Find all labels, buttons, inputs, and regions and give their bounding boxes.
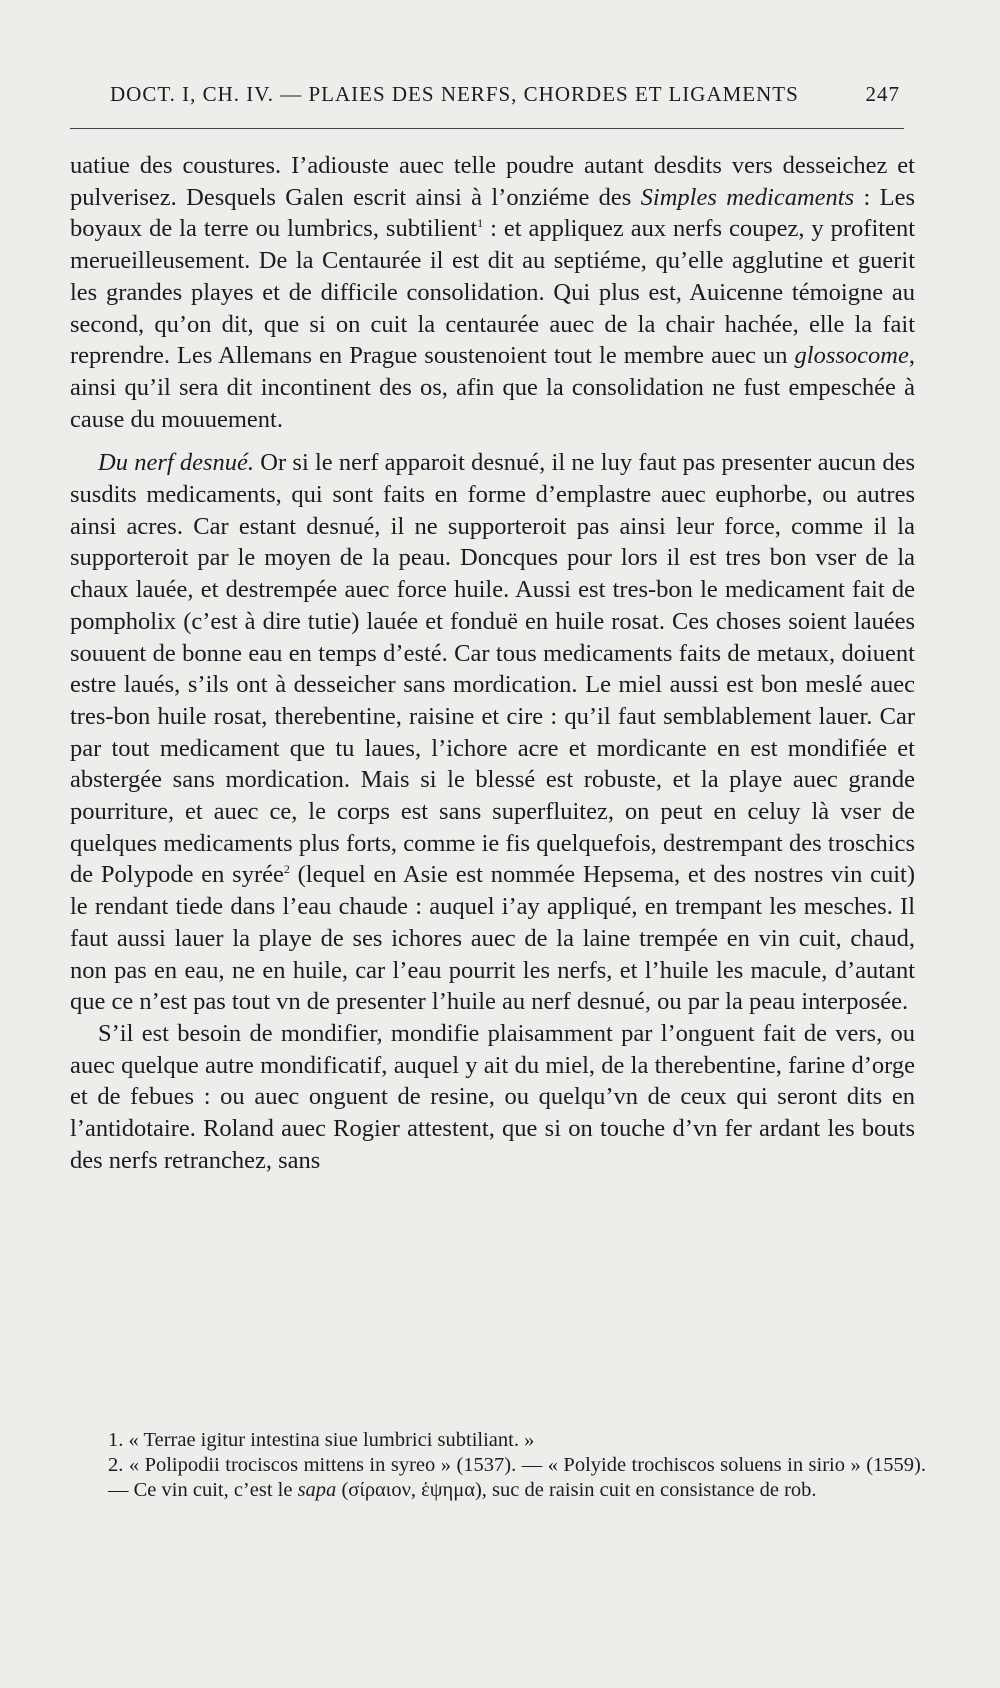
section-heading-nerf-desnue: Du nerf desnué. <box>98 449 255 477</box>
footnote-ref-1: 1 <box>477 216 484 231</box>
footnote-2-text-b: (σίραιον, ἑψημα), suc de raisin cuit en consistance de rob. <box>336 1479 817 1501</box>
running-head-title: DOCT. I, CH. IV. — PLAIES DES NERFS, CHORDES ET LIGAMENTS <box>110 82 799 106</box>
running-head <box>110 82 900 107</box>
paragraph-1 <box>70 150 915 435</box>
paragraph-1-text-b: : Les boyaux de la terre ou lumbrics, subtilient <box>70 183 916 243</box>
paragraph-1-text-c: : et appliquez aux nerfs coupez, y profitent merueilleusement. De la Centaurée il est dit au septiéme, qu’elle agglutine et guerit les grandes playes et de difficile consolidation. Qui plus est, Auicenne témoigne au second, qu’on dit, que si on cuit la centaurée auec de la chair hachée, elle la fait reprendre. Les Allemans en Prague soustenoient tout le membre auec un <box>70 215 915 370</box>
book-title-simples-medicaments: Simples medicaments <box>640 183 855 211</box>
footnotes <box>86 1428 926 1503</box>
paragraph-2 <box>70 447 915 1018</box>
term-sapa: sapa <box>297 1479 337 1501</box>
page-number: 247 <box>865 82 900 106</box>
paragraph-2-text-a: Or si le nerf apparoit desnué, il ne luy faut pas presenter aucun des susdits medicaments, qui sont faits en forme d’emplastre auec euphorbe, ou autres ainsi acres. Car estant desnué, il ne supporteroit pas ainsi leur force, comme il la supporteroit par le moyen de la peau. Doncques pour lors il est tres bon vser de la chaux lauée, et destrempée auec force huile. Aussi est tres-bon le medicament fait de pompholix (c’est à dire tutie) lauée et fonduë en huile rosat. Ces choses soient lauées souuent de bonne eau en temps d’esté. Car tous medicaments faits de metaux, doiuent estre laués, s’ils ont à desseicher sans mordication. Le miel aussi est bon meslé auec tres-bon huile rosat, therebentine, raisine et cire : qu’il faut semblablement lauer. Car par tout medicament que tu laues, l’ichore acre et mordicante en est mondifiée et abstergée sans mordication. Mais si le blessé est robuste, et la playe auec grande pourriture, et auec ce, le corps est sans superfluitez, on peut en celuy là vser de quelques medicaments plus forts, comme ie fis quelquefois, destrempant des troschics de Polypode en syrée <box>70 449 915 889</box>
footnote-2-text-a: 2. « Polipodii trociscos mittens in syreo » (1537). — « Polyide trochiscos soluens in sirio » (1559). — Ce vin cuit, c’est le <box>108 1454 926 1501</box>
paragraph-1-text-a: uatiue des coustures. I’adiouste auec telle poudre autant desdits vers desseichez et pulverisez. Desquels Galen escrit ainsi à l’onziéme des <box>70 152 915 211</box>
header-rule <box>70 128 904 129</box>
main-text <box>70 150 915 1177</box>
paragraph-2-text-b: (lequel en Asie est nommée Hepsema, et des nostres vin cuit) le rendant tiede dans l’eau chaude : auquel i’ay appliqué, en trempant les mesches. Il faut aussi lauer la playe de ses ichores auec de la laine trempée en vin cuit, chaud, non pas en eau, ne en huile, car l’eau pourrit les nerfs, et l’huile les macule, d’autant que ce n’est pas tout vn de presenter l’huile au nerf desnué, ou par la peau interposée. <box>70 861 916 1016</box>
footnote-ref-2: 2 <box>283 862 290 877</box>
footnote-2 <box>86 1453 926 1503</box>
paragraph-1-text-d: , ainsi qu’il sera dit incontinent des os, afin que la consolidation ne fust empeschée à cause du mouuement. <box>70 342 915 433</box>
footnote-1: 1. « Terrae igitur intestina siue lumbrici subtiliant. » <box>108 1429 535 1451</box>
term-glossocome: glossocome <box>794 342 909 370</box>
paragraph-3: S’il est besoin de mondifier, mondifie plaisamment par l’onguent fait de vers, ou auec quelque autre mondificatif, auquel y ait du miel, de la therebentine, farine d’orge et de febues : ou auec onguent de resine, ou quelqu’vn de ceux qui seront dits en l’antidotaire. Roland auec Rogier attestent, que si on touche d’vn fer ardant les bouts des nerfs retranchez, sans <box>70 1019 915 1174</box>
